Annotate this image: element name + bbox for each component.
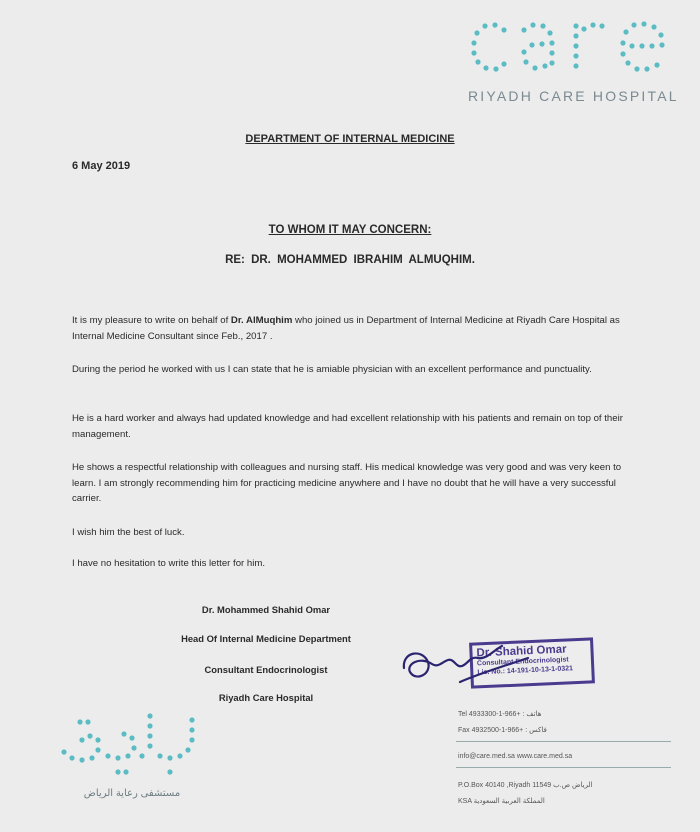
contact-pobox: P.O.Box 40140 ,Riyadh 11549 الرياض ص.ب: [458, 782, 593, 789]
contact-web: info@care.med.sa www.care.med.sa: [458, 753, 573, 760]
paragraph-3: He is a hard worker and always had updated knowledge and had excellent relationship with his patients and remain on top of their management.: [72, 413, 623, 440]
paragraph-1-suffix: who joined us in Department of Internal Medicine at Riyadh Care Hospital as Internal Medicine Consultant since Feb., 2017 .: [72, 315, 620, 342]
handwritten-signature-icon: [398, 638, 538, 694]
stamp-name: Dr. Shahid Omar: [476, 643, 567, 660]
paragraph-6: I have no hesitation to write this letter for him.: [72, 558, 266, 569]
paragraph-1-name: Dr. AlMuqhim: [230, 315, 293, 326]
paragraph-1-prefix: It is my pleasure to write on behalf of: [72, 315, 231, 326]
paragraph-4: He shows a respectful relationship with colleagues and nursing staff. His medical knowledge was very good and was very keen to learn. I am strongly recommending him for practicing medicine anywhere and I have no doubt that he will have a very successful carrier.: [72, 462, 622, 504]
contact-divider: [456, 741, 671, 742]
signatory-title: Head Of Internal Medicine Department: [181, 633, 351, 644]
contact-divider: [456, 767, 671, 768]
contact-country: KSA المملكة العربية السعودية: [458, 798, 545, 805]
signatory-hospital: Riyadh Care Hospital: [218, 692, 314, 703]
department-heading: DEPARTMENT OF INTERNAL MEDICINE: [245, 133, 455, 145]
paragraph-2: During the period he worked with us I can state that he is amiable physician with an excellent performance and punctuality.: [72, 364, 592, 375]
signatory-name: Dr. Mohammed Shahid Omar: [201, 604, 331, 615]
arabic-dotted-wordmark-icon: [52, 708, 212, 788]
salutation: TO WHOM IT MAY CONCERN:: [268, 224, 432, 236]
contact-fax: Fax فاكس : +966-1-4932500: [458, 727, 547, 734]
arabic-logo: [52, 708, 212, 802]
letter-date: 6 May 2019: [72, 160, 131, 172]
paragraph-5: I wish him the best of luck.: [72, 527, 185, 538]
contact-tel: Tel هاتف : +966-1-4933300: [458, 711, 542, 718]
hospital-name: RIYADH CARE HOSPITAL: [468, 88, 679, 104]
paragraph-1: [72, 313, 647, 344]
re-line: RE: DR. MOHAMMED IBRAHIM ALMUQHIM.: [225, 254, 475, 266]
stamp-title: Consultant Endocrinologist: [476, 656, 569, 668]
care-logo: [466, 16, 681, 112]
arabic-hospital-name: مستشفى رعاية الرياض: [83, 788, 181, 799]
care-dotted-wordmark-icon: [466, 16, 681, 86]
signatory-role: Consultant Endocrinologist: [204, 664, 328, 675]
stamp-license: Lic. No.: 14-191-10-13-1-0321: [477, 665, 574, 677]
